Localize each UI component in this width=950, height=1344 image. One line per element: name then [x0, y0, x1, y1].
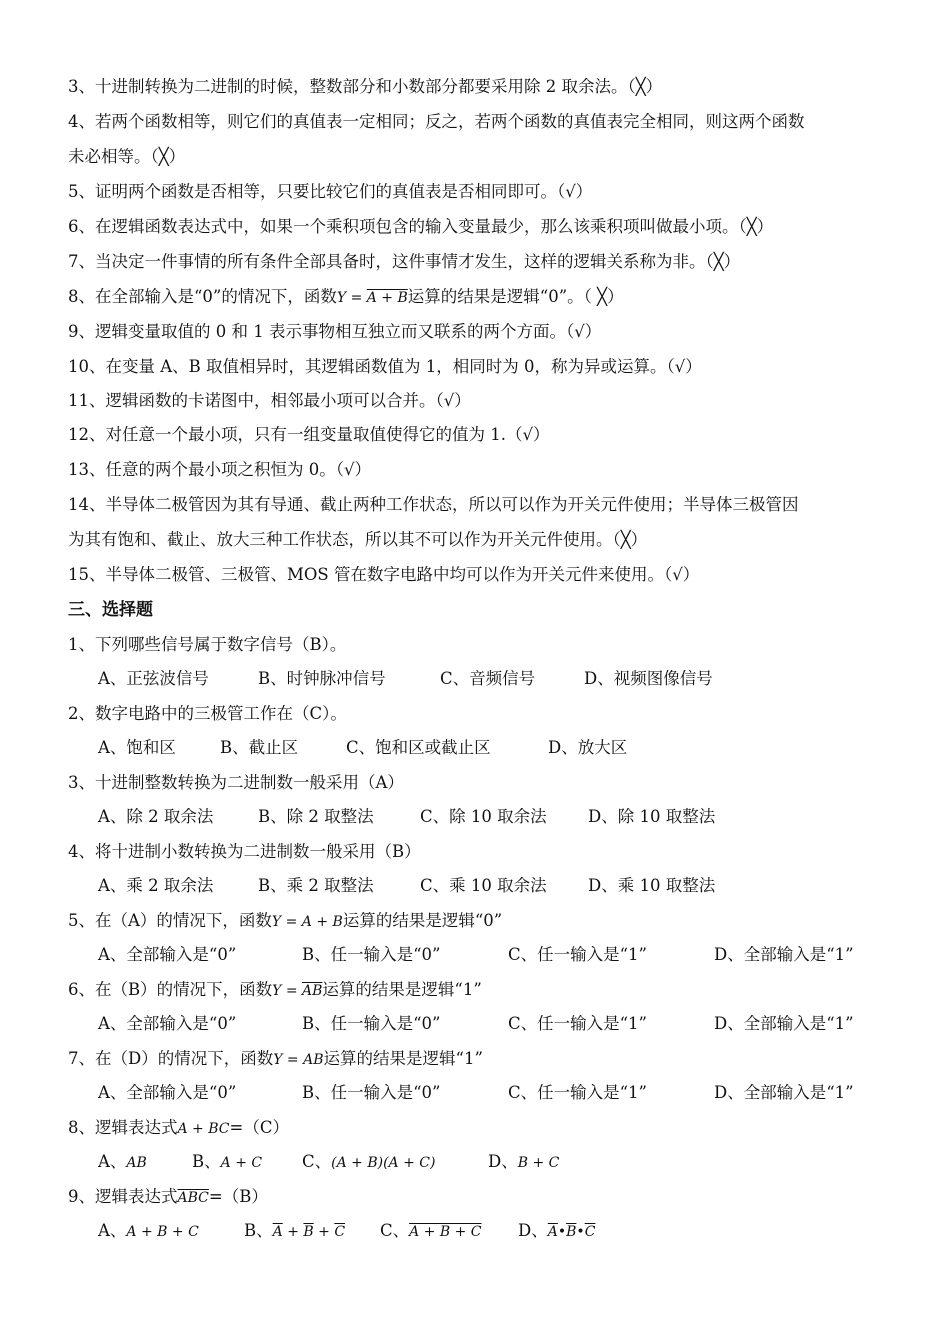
q7-options: [98, 1082, 888, 1104]
q8-option-c: [302, 1151, 488, 1174]
q8-option-b-label: B、: [192, 1152, 221, 1171]
judge-item-8: [68, 286, 888, 309]
q5-option-c: C、任一输入是“1”: [508, 945, 647, 964]
judge-item-11: 11、逻辑函数的卡诺图中，相邻最小项可以合并。（√）: [68, 391, 471, 410]
q6-math-bar: $\overline{AB}$: [302, 983, 323, 999]
q4-option-d: D、乘 10 取整法: [588, 876, 716, 895]
judge-item-8-after: 运算的结果是逻辑“0”。（ ╳）: [407, 287, 624, 306]
q7-stem: [68, 1048, 888, 1071]
q9-option-c-label: C、: [380, 1221, 410, 1240]
q9-option-d-sep2: •: [576, 1224, 585, 1240]
q7-option-a: A、全部输入是“0”: [98, 1083, 237, 1102]
q9-option-c: [380, 1220, 518, 1243]
q3-options: [98, 806, 888, 828]
judge-item-9: 9、逻辑变量取值的 0 和 1 表示事物相互独立而又联系的两个方面。（√）: [68, 322, 602, 341]
q9-option-b-sep1: +: [282, 1224, 304, 1240]
judge-item-10: 10、在变量 A、B 取值相异时，其逻辑函数值为 1，相同时为 0，称为异或运算。（√）: [68, 357, 702, 376]
q6-option-a: A、全部输入是“0”: [98, 1014, 237, 1033]
q8-stem-after: =（C）: [229, 1118, 289, 1137]
judge-item-8-math: [337, 290, 408, 306]
q9-option-c-math: A + B + C: [409, 1224, 482, 1240]
q5-stem: [68, 910, 888, 933]
q9-option-b-math: [273, 1224, 345, 1240]
q7-option-b: B、任一输入是“0”: [302, 1083, 441, 1102]
judge-item-8-math-bar: A + B: [366, 290, 408, 306]
q5-option-d: D、全部输入是“1”: [714, 945, 854, 964]
q8-option-a: [98, 1151, 192, 1174]
q6-stem-before: 6、在（B）的情况下，函数: [68, 980, 273, 999]
q8-option-a-label: A、: [98, 1152, 127, 1171]
q6-math-lhs: Y =: [272, 983, 302, 999]
q2-options: [98, 737, 888, 759]
q6-option-d: D、全部输入是“1”: [714, 1014, 854, 1033]
q1-option-c: C、音频信号: [440, 669, 536, 688]
q9-option-b-a: $\overline{A}$: [272, 1224, 283, 1240]
q9-option-b-b: $\overline{B}$: [303, 1224, 314, 1240]
q1-stem: 1、下列哪些信号属于数字信号（B）。: [68, 635, 347, 654]
q8-option-b-math: A + C: [220, 1155, 263, 1171]
q6-stem-after: 运算的结果是逻辑“1”: [322, 980, 482, 999]
q8-option-c-math: (A + B)(A + C): [331, 1155, 436, 1171]
q2-option-c: C、饱和区或截止区: [346, 738, 491, 757]
q8-stem: [68, 1117, 888, 1140]
q7-math: Y = AB: [273, 1052, 324, 1068]
q9-option-d-c: $\overline{C}$: [584, 1224, 596, 1240]
q3-option-b: B、除 2 取整法: [258, 807, 374, 826]
judge-item-4: 4、若两个函数相等，则它们的真值表一定相同；反之，若两个函数的真值表完全相同，则这两个函数: [68, 112, 805, 131]
q9-option-a: [98, 1220, 244, 1243]
judge-item-8-math-lhs: Y =: [336, 290, 367, 306]
q9-option-d: [518, 1220, 595, 1243]
q4-option-b: B、乘 2 取整法: [258, 876, 374, 895]
q5-options: [98, 944, 888, 966]
q9-math: $\overline{ABC}$: [177, 1190, 209, 1206]
judge-item-3: 3、十进制转换为二进制的时候，整数部分和小数部分都要采用除 2 取余法。（╳）: [68, 77, 663, 96]
judge-item-14: 14、半导体二极管因为其有导通、截止两种工作状态，所以可以作为开关元件使用；半导体三极管因: [68, 495, 799, 514]
q8-options: [98, 1151, 888, 1174]
judge-item-5: 5、证明两个函数是否相等，只要比较它们的真值表是否相同即可。（√）: [68, 182, 593, 201]
q4-stem: 4、将十进制小数转换为二进制数一般采用（B）: [68, 842, 421, 861]
q9-option-b-sep2: +: [313, 1224, 335, 1240]
q6-options: [98, 1013, 888, 1035]
q5-math: Y = A + B: [271, 914, 343, 930]
q9-option-b: [244, 1220, 380, 1243]
q5-option-b: B、任一输入是“0”: [302, 945, 441, 964]
q7-option-d: D、全部输入是“1”: [714, 1083, 854, 1102]
q5-option-a: A、全部输入是“0”: [98, 945, 237, 964]
q3-option-c: C、除 10 取余法: [420, 807, 547, 826]
q1-option-a: A、正弦波信号: [98, 669, 209, 688]
q6-option-c: C、任一输入是“1”: [508, 1014, 647, 1033]
q3-stem: 3、十进制整数转换为二进制数一般采用（A）: [68, 773, 404, 792]
q4-options: [98, 875, 888, 897]
q4-option-c: C、乘 10 取余法: [420, 876, 547, 895]
q9-option-b-label: B、: [244, 1221, 273, 1240]
q1-options: [98, 668, 888, 690]
q8-option-d-label: D、: [488, 1152, 518, 1171]
q9-option-d-math: [548, 1224, 596, 1240]
q8-option-d: [488, 1151, 559, 1174]
q2-option-b: B、截止区: [220, 738, 299, 757]
q3-option-d: D、除 10 取整法: [588, 807, 716, 826]
q9-option-a-label: A、: [98, 1221, 127, 1240]
q2-stem: 2、数字电路中的三极管工作在（C）。: [68, 704, 347, 723]
q6-option-b: B、任一输入是“0”: [302, 1014, 441, 1033]
q9-option-d-sep1: •: [557, 1224, 567, 1240]
q8-option-b: [192, 1151, 302, 1174]
q7-stem-after: 运算的结果是逻辑“1”: [323, 1049, 483, 1068]
judge-item-13: 13、任意的两个最小项之积恒为 0。（√）: [68, 460, 372, 479]
q5-stem-before: 5、在（A）的情况下，函数: [68, 911, 272, 930]
q2-option-a: A、饱和区: [98, 738, 176, 757]
q8-option-c-label: C、: [302, 1152, 332, 1171]
q6-stem: [68, 979, 888, 1002]
q9-options: [98, 1220, 888, 1243]
q8-math: A + BC: [177, 1121, 230, 1137]
q7-stem-before: 7、在（D）的情况下，函数: [68, 1049, 274, 1068]
section-title: 三、选择题: [68, 600, 153, 620]
judge-item-7: 7、当决定一件事情的所有条件全部具备时，这件事情才发生，这样的逻辑关系称为非。（╳）: [68, 252, 741, 271]
judge-item-6: 6、在逻辑函数表达式中，如果一个乘积项包含的输入变量最少，那么该乘积项叫做最小项。（╳）: [68, 217, 774, 236]
q9-stem: [68, 1186, 888, 1209]
judge-item-14-cont: 为其有饱和、截止、放大三种工作状态，所以其不可以作为开关元件使用。（╳）: [68, 530, 648, 549]
q4-option-a: A、乘 2 取余法: [98, 876, 214, 895]
judge-item-15: 15、半导体二极管、三极管、MOS 管在数字电路中均可以作为开关元件来使用。（√）: [68, 565, 700, 584]
judge-item-8-before: 8、在全部输入是“0”的情况下，函数: [68, 287, 337, 306]
q8-stem-before: 8、逻辑表达式: [68, 1118, 178, 1137]
q2-option-d: D、放大区: [548, 738, 628, 757]
q9-stem-before: 9、逻辑表达式: [68, 1187, 178, 1206]
q7-option-c: C、任一输入是“1”: [508, 1083, 647, 1102]
q9-stem-after: =（B）: [208, 1187, 268, 1206]
q9-option-d-label: D、: [518, 1221, 548, 1240]
q3-option-a: A、除 2 取余法: [98, 807, 214, 826]
judge-item-4-cont: 未必相等。（╳）: [68, 147, 186, 166]
q9-option-d-a: $\overline{A}$: [547, 1224, 558, 1240]
q9-option-b-c: $\overline{C}$: [334, 1224, 346, 1240]
q9-option-d-b: $\overline{B}$: [566, 1224, 577, 1240]
q6-math: [272, 983, 322, 999]
q1-option-b: B、时钟脉冲信号: [258, 669, 386, 688]
q8-option-a-math: AB: [126, 1155, 147, 1171]
q9-option-a-math: A + B + C: [126, 1224, 199, 1240]
q5-stem-after: 运算的结果是逻辑“0”: [342, 911, 503, 930]
judge-item-12: 12、对任意一个最小项，只有一组变量取值使得它的值为 1.（√）: [68, 425, 550, 444]
q1-option-d: D、视频图像信号: [584, 669, 713, 688]
q8-option-d-math: B + C: [517, 1155, 560, 1171]
